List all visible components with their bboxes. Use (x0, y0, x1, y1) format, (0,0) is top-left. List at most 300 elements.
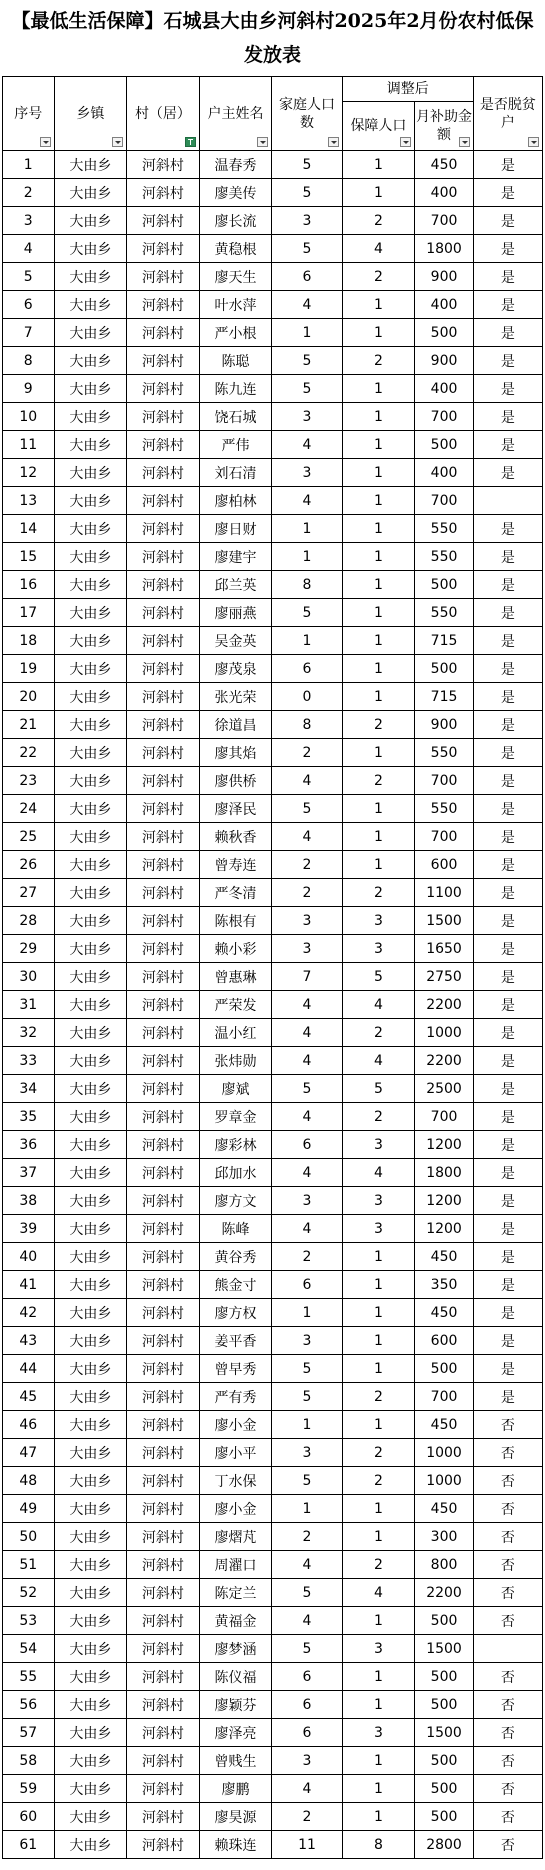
cell-town[interactable]: 大由乡 (54, 1215, 127, 1243)
cell-head-name[interactable]: 严伟 (199, 431, 272, 459)
cell-seq[interactable]: 7 (3, 319, 55, 347)
filter-active-icon[interactable] (185, 137, 196, 147)
cell-insured[interactable]: 1 (342, 851, 415, 879)
cell-out-of-poverty[interactable]: 是 (473, 1327, 542, 1355)
cell-family-size[interactable]: 2 (272, 879, 342, 907)
cell-insured[interactable]: 4 (342, 1579, 415, 1607)
cell-village[interactable]: 河斜村 (127, 1215, 200, 1243)
cell-head-name[interactable]: 叶水萍 (199, 291, 272, 319)
cell-seq[interactable]: 57 (3, 1719, 55, 1747)
cell-head-name[interactable]: 丁水保 (199, 1467, 272, 1495)
cell-family-size[interactable]: 5 (272, 1579, 342, 1607)
cell-head-name[interactable]: 温春秀 (199, 151, 272, 179)
cell-family-size[interactable]: 4 (272, 767, 342, 795)
cell-out-of-poverty[interactable]: 是 (473, 319, 542, 347)
cell-subsidy[interactable]: 2200 (415, 1579, 474, 1607)
cell-seq[interactable]: 1 (3, 151, 55, 179)
cell-town[interactable]: 大由乡 (54, 1243, 127, 1271)
cell-family-size[interactable]: 4 (272, 1775, 342, 1803)
cell-insured[interactable]: 1 (342, 431, 415, 459)
cell-head-name[interactable]: 廖长流 (199, 207, 272, 235)
cell-insured[interactable]: 1 (342, 795, 415, 823)
cell-out-of-poverty[interactable]: 是 (473, 459, 542, 487)
cell-insured[interactable]: 5 (342, 963, 415, 991)
cell-subsidy[interactable]: 700 (415, 1383, 474, 1411)
cell-village[interactable]: 河斜村 (127, 487, 200, 515)
cell-town[interactable]: 大由乡 (54, 375, 127, 403)
cell-out-of-poverty[interactable]: 是 (473, 851, 542, 879)
cell-village[interactable]: 河斜村 (127, 823, 200, 851)
cell-head-name[interactable]: 赖珠连 (199, 1831, 272, 1859)
cell-subsidy[interactable]: 700 (415, 403, 474, 431)
cell-insured[interactable]: 1 (342, 1243, 415, 1271)
cell-out-of-poverty[interactable]: 是 (473, 151, 542, 179)
cell-family-size[interactable]: 2 (272, 739, 342, 767)
cell-out-of-poverty[interactable]: 是 (473, 739, 542, 767)
cell-seq[interactable]: 25 (3, 823, 55, 851)
cell-subsidy[interactable]: 500 (415, 1775, 474, 1803)
cell-seq[interactable]: 12 (3, 459, 55, 487)
cell-family-size[interactable]: 8 (272, 571, 342, 599)
cell-village[interactable]: 河斜村 (127, 1299, 200, 1327)
cell-town[interactable]: 大由乡 (54, 487, 127, 515)
cell-head-name[interactable]: 陈仪福 (199, 1663, 272, 1691)
cell-town[interactable]: 大由乡 (54, 767, 127, 795)
cell-town[interactable]: 大由乡 (54, 1747, 127, 1775)
cell-out-of-poverty[interactable]: 否 (473, 1523, 542, 1551)
cell-family-size[interactable]: 5 (272, 151, 342, 179)
cell-head-name[interactable]: 陈峰 (199, 1215, 272, 1243)
cell-village[interactable]: 河斜村 (127, 1159, 200, 1187)
cell-town[interactable]: 大由乡 (54, 795, 127, 823)
cell-out-of-poverty[interactable]: 是 (473, 795, 542, 823)
cell-seq[interactable]: 6 (3, 291, 55, 319)
cell-seq[interactable]: 19 (3, 655, 55, 683)
cell-family-size[interactable]: 4 (272, 1551, 342, 1579)
cell-family-size[interactable]: 6 (272, 263, 342, 291)
cell-insured[interactable]: 1 (342, 1495, 415, 1523)
cell-town[interactable]: 大由乡 (54, 207, 127, 235)
cell-out-of-poverty[interactable]: 是 (473, 1187, 542, 1215)
cell-insured[interactable]: 1 (342, 739, 415, 767)
cell-insured[interactable]: 2 (342, 1383, 415, 1411)
cell-out-of-poverty[interactable]: 是 (473, 179, 542, 207)
cell-seq[interactable]: 48 (3, 1467, 55, 1495)
cell-subsidy[interactable]: 400 (415, 375, 474, 403)
cell-family-size[interactable]: 4 (272, 1607, 342, 1635)
cell-insured[interactable]: 2 (342, 1551, 415, 1579)
cell-family-size[interactable]: 4 (272, 1215, 342, 1243)
cell-village[interactable]: 河斜村 (127, 571, 200, 599)
cell-village[interactable]: 河斜村 (127, 963, 200, 991)
cell-insured[interactable]: 1 (342, 683, 415, 711)
cell-subsidy[interactable]: 500 (415, 1747, 474, 1775)
cell-head-name[interactable]: 廖彩林 (199, 1131, 272, 1159)
cell-family-size[interactable]: 5 (272, 1467, 342, 1495)
cell-head-name[interactable]: 陈聪 (199, 347, 272, 375)
cell-out-of-poverty[interactable]: 是 (473, 991, 542, 1019)
cell-subsidy[interactable]: 500 (415, 1803, 474, 1831)
cell-seq[interactable]: 54 (3, 1635, 55, 1663)
cell-insured[interactable]: 2 (342, 1467, 415, 1495)
cell-head-name[interactable]: 曾早秀 (199, 1355, 272, 1383)
cell-head-name[interactable]: 邱兰英 (199, 571, 272, 599)
cell-town[interactable]: 大由乡 (54, 319, 127, 347)
cell-seq[interactable]: 8 (3, 347, 55, 375)
cell-town[interactable]: 大由乡 (54, 1075, 127, 1103)
cell-subsidy[interactable]: 1200 (415, 1131, 474, 1159)
cell-insured[interactable]: 2 (342, 263, 415, 291)
cell-out-of-poverty[interactable]: 是 (473, 347, 542, 375)
filter-dropdown-icon[interactable] (112, 137, 123, 147)
cell-head-name[interactable]: 廖泽民 (199, 795, 272, 823)
cell-seq[interactable]: 5 (3, 263, 55, 291)
cell-insured[interactable]: 3 (342, 1719, 415, 1747)
filter-dropdown-icon[interactable] (400, 137, 411, 147)
filter-dropdown-icon[interactable] (528, 137, 539, 147)
cell-insured[interactable]: 1 (342, 1355, 415, 1383)
cell-town[interactable]: 大由乡 (54, 1635, 127, 1663)
cell-seq[interactable]: 32 (3, 1019, 55, 1047)
cell-insured[interactable]: 1 (342, 1299, 415, 1327)
cell-town[interactable]: 大由乡 (54, 1327, 127, 1355)
cell-insured[interactable]: 1 (342, 599, 415, 627)
cell-village[interactable]: 河斜村 (127, 1467, 200, 1495)
cell-subsidy[interactable]: 600 (415, 851, 474, 879)
cell-out-of-poverty[interactable]: 否 (473, 1747, 542, 1775)
cell-head-name[interactable]: 廖天生 (199, 263, 272, 291)
cell-head-name[interactable]: 饶石城 (199, 403, 272, 431)
cell-town[interactable]: 大由乡 (54, 1495, 127, 1523)
cell-out-of-poverty[interactable]: 是 (473, 627, 542, 655)
cell-subsidy[interactable]: 350 (415, 1271, 474, 1299)
cell-village[interactable]: 河斜村 (127, 879, 200, 907)
cell-insured[interactable]: 1 (342, 291, 415, 319)
cell-town[interactable]: 大由乡 (54, 1271, 127, 1299)
cell-head-name[interactable]: 黄稳根 (199, 235, 272, 263)
cell-out-of-poverty[interactable]: 否 (473, 1803, 542, 1831)
cell-seq[interactable]: 20 (3, 683, 55, 711)
cell-village[interactable]: 河斜村 (127, 1551, 200, 1579)
cell-town[interactable]: 大由乡 (54, 1467, 127, 1495)
cell-subsidy[interactable]: 2800 (415, 1831, 474, 1859)
cell-family-size[interactable]: 8 (272, 711, 342, 739)
cell-family-size[interactable]: 6 (272, 655, 342, 683)
cell-seq[interactable]: 29 (3, 935, 55, 963)
cell-village[interactable]: 河斜村 (127, 235, 200, 263)
cell-subsidy[interactable]: 400 (415, 179, 474, 207)
cell-seq[interactable]: 22 (3, 739, 55, 767)
cell-seq[interactable]: 9 (3, 375, 55, 403)
cell-out-of-poverty[interactable]: 是 (473, 1047, 542, 1075)
cell-subsidy[interactable]: 500 (415, 431, 474, 459)
cell-insured[interactable]: 2 (342, 767, 415, 795)
cell-head-name[interactable]: 廖日财 (199, 515, 272, 543)
cell-village[interactable]: 河斜村 (127, 1579, 200, 1607)
cell-head-name[interactable]: 廖丽燕 (199, 599, 272, 627)
cell-seq[interactable]: 40 (3, 1243, 55, 1271)
cell-insured[interactable]: 1 (342, 1327, 415, 1355)
cell-insured[interactable]: 1 (342, 1691, 415, 1719)
cell-head-name[interactable]: 廖美传 (199, 179, 272, 207)
cell-village[interactable]: 河斜村 (127, 1635, 200, 1663)
cell-town[interactable]: 大由乡 (54, 683, 127, 711)
cell-subsidy[interactable]: 550 (415, 739, 474, 767)
cell-head-name[interactable]: 廖梦涵 (199, 1635, 272, 1663)
cell-village[interactable]: 河斜村 (127, 1327, 200, 1355)
cell-insured[interactable]: 3 (342, 935, 415, 963)
cell-family-size[interactable]: 4 (272, 487, 342, 515)
cell-seq[interactable]: 36 (3, 1131, 55, 1159)
cell-head-name[interactable]: 廖小金 (199, 1411, 272, 1439)
cell-village[interactable]: 河斜村 (127, 907, 200, 935)
cell-village[interactable]: 河斜村 (127, 1019, 200, 1047)
cell-village[interactable]: 河斜村 (127, 291, 200, 319)
cell-family-size[interactable]: 4 (272, 291, 342, 319)
cell-out-of-poverty[interactable]: 是 (473, 823, 542, 851)
cell-insured[interactable]: 2 (342, 879, 415, 907)
cell-town[interactable]: 大由乡 (54, 459, 127, 487)
cell-family-size[interactable]: 3 (272, 907, 342, 935)
cell-head-name[interactable]: 邱加水 (199, 1159, 272, 1187)
cell-seq[interactable]: 14 (3, 515, 55, 543)
cell-head-name[interactable]: 廖颖芬 (199, 1691, 272, 1719)
cell-town[interactable]: 大由乡 (54, 1411, 127, 1439)
cell-village[interactable]: 河斜村 (127, 207, 200, 235)
cell-head-name[interactable]: 赖秋香 (199, 823, 272, 851)
cell-subsidy[interactable]: 450 (415, 1299, 474, 1327)
cell-insured[interactable]: 1 (342, 1271, 415, 1299)
cell-town[interactable]: 大由乡 (54, 1103, 127, 1131)
cell-town[interactable]: 大由乡 (54, 1159, 127, 1187)
cell-town[interactable]: 大由乡 (54, 1187, 127, 1215)
cell-head-name[interactable]: 曾贱生 (199, 1747, 272, 1775)
cell-family-size[interactable]: 2 (272, 1803, 342, 1831)
cell-insured[interactable]: 5 (342, 1075, 415, 1103)
cell-town[interactable]: 大由乡 (54, 1019, 127, 1047)
cell-out-of-poverty[interactable]: 是 (473, 1383, 542, 1411)
cell-insured[interactable]: 1 (342, 1747, 415, 1775)
cell-family-size[interactable]: 1 (272, 627, 342, 655)
cell-family-size[interactable]: 6 (272, 1663, 342, 1691)
cell-head-name[interactable]: 廖昊源 (199, 1803, 272, 1831)
cell-town[interactable]: 大由乡 (54, 963, 127, 991)
cell-town[interactable]: 大由乡 (54, 263, 127, 291)
cell-subsidy[interactable]: 900 (415, 711, 474, 739)
cell-insured[interactable]: 8 (342, 1831, 415, 1859)
cell-family-size[interactable]: 5 (272, 1383, 342, 1411)
cell-head-name[interactable]: 严小根 (199, 319, 272, 347)
cell-town[interactable]: 大由乡 (54, 739, 127, 767)
cell-family-size[interactable]: 5 (272, 599, 342, 627)
cell-insured[interactable]: 3 (342, 1635, 415, 1663)
cell-insured[interactable]: 1 (342, 459, 415, 487)
cell-subsidy[interactable]: 400 (415, 291, 474, 319)
cell-out-of-poverty[interactable]: 是 (473, 1159, 542, 1187)
cell-seq[interactable]: 11 (3, 431, 55, 459)
cell-out-of-poverty[interactable]: 否 (473, 1467, 542, 1495)
cell-subsidy[interactable]: 1000 (415, 1439, 474, 1467)
cell-town[interactable]: 大由乡 (54, 1579, 127, 1607)
cell-village[interactable]: 河斜村 (127, 767, 200, 795)
cell-village[interactable]: 河斜村 (127, 599, 200, 627)
cell-insured[interactable]: 4 (342, 1159, 415, 1187)
cell-subsidy[interactable]: 2500 (415, 1075, 474, 1103)
cell-family-size[interactable]: 6 (272, 1719, 342, 1747)
cell-head-name[interactable]: 廖建宇 (199, 543, 272, 571)
cell-seq[interactable]: 10 (3, 403, 55, 431)
cell-out-of-poverty[interactable]: 是 (473, 655, 542, 683)
cell-family-size[interactable]: 2 (272, 1523, 342, 1551)
cell-seq[interactable]: 16 (3, 571, 55, 599)
cell-subsidy[interactable]: 1200 (415, 1187, 474, 1215)
cell-town[interactable]: 大由乡 (54, 1775, 127, 1803)
cell-out-of-poverty[interactable]: 是 (473, 291, 542, 319)
cell-town[interactable]: 大由乡 (54, 655, 127, 683)
cell-out-of-poverty[interactable]: 是 (473, 683, 542, 711)
cell-family-size[interactable]: 3 (272, 459, 342, 487)
cell-head-name[interactable]: 温小红 (199, 1019, 272, 1047)
cell-seq[interactable]: 24 (3, 795, 55, 823)
cell-insured[interactable]: 1 (342, 375, 415, 403)
cell-village[interactable]: 河斜村 (127, 1075, 200, 1103)
filter-dropdown-icon[interactable] (257, 137, 268, 147)
cell-town[interactable]: 大由乡 (54, 1551, 127, 1579)
cell-head-name[interactable]: 张炜勋 (199, 1047, 272, 1075)
cell-out-of-poverty[interactable]: 是 (473, 1075, 542, 1103)
cell-head-name[interactable]: 周濯口 (199, 1551, 272, 1579)
cell-seq[interactable]: 13 (3, 487, 55, 515)
cell-insured[interactable]: 3 (342, 1187, 415, 1215)
cell-head-name[interactable]: 廖茂泉 (199, 655, 272, 683)
cell-town[interactable]: 大由乡 (54, 543, 127, 571)
cell-family-size[interactable]: 1 (272, 1411, 342, 1439)
cell-village[interactable]: 河斜村 (127, 991, 200, 1019)
cell-out-of-poverty[interactable]: 否 (473, 1411, 542, 1439)
cell-seq[interactable]: 43 (3, 1327, 55, 1355)
cell-village[interactable]: 河斜村 (127, 795, 200, 823)
cell-village[interactable]: 河斜村 (127, 739, 200, 767)
cell-family-size[interactable]: 2 (272, 851, 342, 879)
cell-village[interactable]: 河斜村 (127, 1495, 200, 1523)
cell-town[interactable]: 大由乡 (54, 151, 127, 179)
cell-town[interactable]: 大由乡 (54, 1607, 127, 1635)
cell-head-name[interactable]: 廖鹏 (199, 1775, 272, 1803)
cell-family-size[interactable]: 0 (272, 683, 342, 711)
cell-seq[interactable]: 58 (3, 1747, 55, 1775)
cell-subsidy[interactable]: 450 (415, 1243, 474, 1271)
filter-dropdown-icon[interactable] (40, 137, 51, 147)
cell-town[interactable]: 大由乡 (54, 823, 127, 851)
cell-town[interactable]: 大由乡 (54, 935, 127, 963)
cell-insured[interactable]: 2 (342, 347, 415, 375)
cell-out-of-poverty[interactable]: 是 (473, 1271, 542, 1299)
cell-family-size[interactable]: 3 (272, 1327, 342, 1355)
cell-insured[interactable]: 1 (342, 319, 415, 347)
cell-out-of-poverty[interactable]: 是 (473, 515, 542, 543)
cell-town[interactable]: 大由乡 (54, 235, 127, 263)
cell-seq[interactable]: 41 (3, 1271, 55, 1299)
cell-town[interactable]: 大由乡 (54, 627, 127, 655)
cell-seq[interactable]: 2 (3, 179, 55, 207)
cell-head-name[interactable]: 廖泽亮 (199, 1719, 272, 1747)
cell-family-size[interactable]: 4 (272, 1103, 342, 1131)
cell-village[interactable]: 河斜村 (127, 1691, 200, 1719)
cell-village[interactable]: 河斜村 (127, 1047, 200, 1075)
cell-subsidy[interactable]: 450 (415, 1411, 474, 1439)
cell-village[interactable]: 河斜村 (127, 459, 200, 487)
cell-head-name[interactable]: 陈九连 (199, 375, 272, 403)
cell-head-name[interactable]: 张光荣 (199, 683, 272, 711)
cell-out-of-poverty[interactable]: 否 (473, 1663, 542, 1691)
cell-seq[interactable]: 4 (3, 235, 55, 263)
cell-out-of-poverty[interactable]: 否 (473, 1439, 542, 1467)
cell-head-name[interactable]: 黄福金 (199, 1607, 272, 1635)
cell-village[interactable]: 河斜村 (127, 1131, 200, 1159)
cell-subsidy[interactable]: 550 (415, 515, 474, 543)
cell-insured[interactable]: 1 (342, 1775, 415, 1803)
cell-insured[interactable]: 1 (342, 543, 415, 571)
cell-village[interactable]: 河斜村 (127, 431, 200, 459)
cell-family-size[interactable]: 4 (272, 991, 342, 1019)
cell-village[interactable]: 河斜村 (127, 543, 200, 571)
cell-town[interactable]: 大由乡 (54, 1131, 127, 1159)
cell-subsidy[interactable]: 550 (415, 795, 474, 823)
cell-village[interactable]: 河斜村 (127, 851, 200, 879)
cell-subsidy[interactable]: 550 (415, 543, 474, 571)
cell-out-of-poverty[interactable]: 是 (473, 935, 542, 963)
cell-head-name[interactable]: 罗章金 (199, 1103, 272, 1131)
cell-subsidy[interactable]: 450 (415, 1495, 474, 1523)
cell-subsidy[interactable]: 700 (415, 823, 474, 851)
cell-seq[interactable]: 18 (3, 627, 55, 655)
cell-insured[interactable]: 2 (342, 1439, 415, 1467)
cell-insured[interactable]: 3 (342, 907, 415, 935)
cell-subsidy[interactable]: 900 (415, 263, 474, 291)
cell-town[interactable]: 大由乡 (54, 1663, 127, 1691)
cell-family-size[interactable]: 6 (272, 1271, 342, 1299)
cell-out-of-poverty[interactable]: 是 (473, 599, 542, 627)
cell-town[interactable]: 大由乡 (54, 1803, 127, 1831)
cell-town[interactable]: 大由乡 (54, 403, 127, 431)
cell-village[interactable]: 河斜村 (127, 179, 200, 207)
cell-village[interactable]: 河斜村 (127, 935, 200, 963)
cell-village[interactable]: 河斜村 (127, 1355, 200, 1383)
cell-insured[interactable]: 1 (342, 571, 415, 599)
cell-out-of-poverty[interactable]: 是 (473, 1103, 542, 1131)
cell-subsidy[interactable]: 2750 (415, 963, 474, 991)
cell-seq[interactable]: 51 (3, 1551, 55, 1579)
cell-subsidy[interactable]: 1650 (415, 935, 474, 963)
cell-subsidy[interactable]: 715 (415, 627, 474, 655)
cell-insured[interactable]: 1 (342, 403, 415, 431)
cell-village[interactable]: 河斜村 (127, 1719, 200, 1747)
cell-subsidy[interactable]: 900 (415, 347, 474, 375)
cell-village[interactable]: 河斜村 (127, 655, 200, 683)
cell-seq[interactable]: 26 (3, 851, 55, 879)
cell-seq[interactable]: 3 (3, 207, 55, 235)
cell-family-size[interactable]: 2 (272, 1243, 342, 1271)
cell-subsidy[interactable]: 500 (415, 1663, 474, 1691)
cell-town[interactable]: 大由乡 (54, 879, 127, 907)
cell-subsidy[interactable]: 450 (415, 151, 474, 179)
cell-head-name[interactable]: 廖其焰 (199, 739, 272, 767)
filter-dropdown-icon[interactable] (459, 137, 470, 147)
cell-insured[interactable]: 2 (342, 1103, 415, 1131)
cell-town[interactable]: 大由乡 (54, 907, 127, 935)
cell-out-of-poverty[interactable]: 否 (473, 1495, 542, 1523)
cell-seq[interactable]: 23 (3, 767, 55, 795)
